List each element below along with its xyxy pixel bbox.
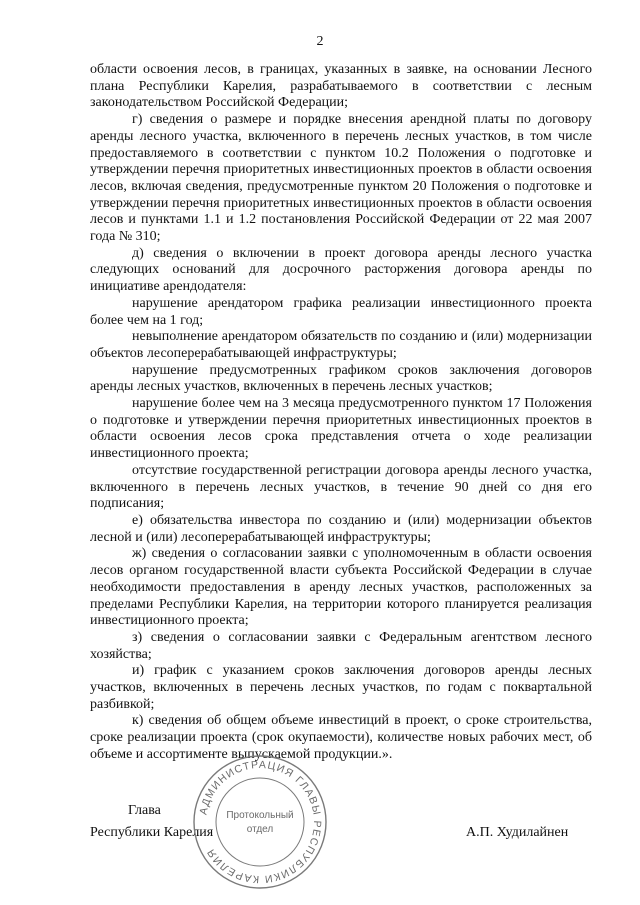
paragraph: и) график с указанием сроков заключения договоров аренды лесных участков, включенных в перечень лесных участков, по годам с поквартальной разбивкой; [90, 663, 592, 712]
paragraph: ж) сведения о согласовании заявки с уполномоченным в области освоения лесов органом государственной власти субъекта Российской Федерации в случае необходимости предоставления в аренду лесных участков, расположенных за пределами Республики Карелия, на территории которого планируется реализация инвестиционного проекта; [90, 546, 592, 629]
paragraph: нарушение предусмотренных графиком сроков заключения договоров аренды лесных участков, включенных в перечень лесных участков; [90, 362, 592, 395]
signature-name: А.П. Худилайнен [466, 825, 569, 840]
signature-title-line2: Республики Карелия [90, 825, 214, 840]
paragraph: к) сведения об общем объеме инвестиций в проект, о сроке строительства, сроке реализации проекта (срок окупаемости), количестве новых рабочих мест, об объеме и ассортименте выпускаемой продукции.». [90, 713, 592, 762]
paragraph: г) сведения о размере и порядке внесения арендной платы по договору аренды лесного участка, включенного в перечень лесных участков, в том числе предоставляемого в соответствии с пунктом 10.2 Положения о подготовке и утверждении перечня приоритетных инвестиционных проектов в области освоения лесов, включая сведения, предусмотренные пунктом 20 Положения о подготовке и утверждении перечня приоритетных инвестиционных проектов в области освоения лесов и пунктами 1.1 и 1.2 постановления Российской Федерации от 22 мая 2007 года № 310; [90, 112, 592, 245]
stamp-outer-text: АДМИНИСТРАЦИЯ ГЛАВЫ РЕСПУБЛИКИ КАРЕЛИЯ [197, 758, 324, 886]
page-number: 2 [316, 34, 324, 49]
paragraph: нарушение более чем на 3 месяца предусмотренного пунктом 17 Положения о подготовке и утверждении перечня приоритетных инвестиционных проектов в области освоения лесов срока представления отчета о ходе реализации инвестиционного проекта; [90, 396, 592, 462]
stamp-center-line2: отдел [246, 824, 274, 835]
paragraph: области освоения лесов, в границах, указанных в заявке, на основании Лесного плана Республики Карелия, разрабатываемого в соответствии с лесным законодательством Российской Федерации; [90, 62, 592, 111]
paragraph: отсутствие государственной регистрации договора аренды лесного участка, включенного в перечень лесных участков, в течение 90 дней со дня его подписания; [90, 462, 592, 512]
paragraph: е) обязательства инвестора по созданию и (или) модернизации объектов лесной и (или) лесоперерабатывающей инфраструктуры; [90, 512, 592, 545]
paragraph: з) сведения о согласовании заявки с Федеральным агентством лесного хозяйства; [90, 629, 592, 662]
official-stamp [190, 752, 330, 892]
signature-title-line1: Глава [128, 803, 161, 818]
paragraph: нарушение арендатором графика реализации инвестиционного проекта более чем на 1 год; [90, 295, 592, 328]
stamp-center-line1: Протокольный [226, 810, 294, 821]
paragraph: д) сведения о включении в проект договора аренды лесного участка следующих оснований для досрочного расторжения договора аренды по инициативе арендодателя: [90, 245, 592, 295]
document-body [90, 62, 592, 764]
paragraph: невыполнение арендатором обязательств по созданию и (или) модернизации объектов лесоперерабатывающей инфраструктуры; [90, 329, 592, 361]
